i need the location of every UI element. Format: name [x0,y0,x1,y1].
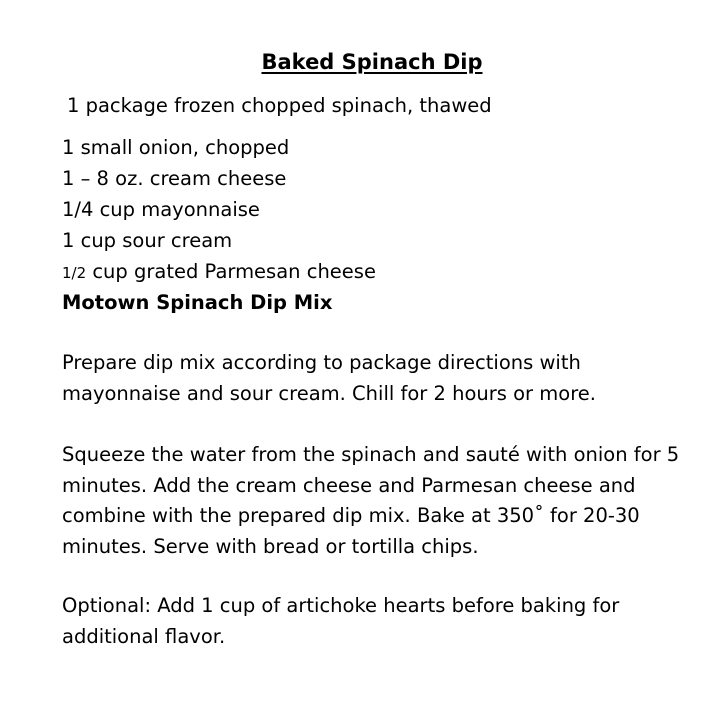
direction-line: minutes. Serve with bread or tortilla chips. [62,534,479,558]
ingredient-cream-cheese: 1 – 8 oz. cream cheese [62,167,287,190]
parmesan-text: cup grated Parmesan cheese [86,260,376,283]
ingredient-onion: 1 small onion, chopped [62,136,290,159]
ingredient-sour-cream: 1 cup sour cream [62,229,233,252]
direction-line: Optional: Add 1 cup of artichoke hearts before baking for [62,594,620,617]
ingredient-parmesan [62,258,376,287]
direction-line: additional flavor. [62,624,226,648]
direction-line: mayonnaise and sour cream. Chill for 2 hours or more. [62,381,596,405]
direction-line: minutes. Add the cream cheese and Parmesan cheese and [62,473,636,497]
direction-line: Prepare dip mix according to package directions with [62,351,581,374]
direction-step-1 [62,348,702,409]
ingredient-mayonnaise: 1/4 cup mayonnaise [62,198,260,221]
direction-optional [62,591,702,652]
direction-step-2 [62,440,702,562]
ingredient-spinach: 1 package frozen chopped spinach, thawed [67,94,492,117]
ingredient-dip-mix: Motown Spinach Dip Mix [62,291,333,314]
parmesan-amount: 1/2 [62,264,87,282]
direction-line: Squeeze the water from the spinach and sauté with onion for 5 [62,443,680,466]
recipe-title: Baked Spinach Dip [261,50,483,74]
direction-line: combine with the prepared dip mix. Bake at 350˚ for 20-30 [62,504,640,528]
